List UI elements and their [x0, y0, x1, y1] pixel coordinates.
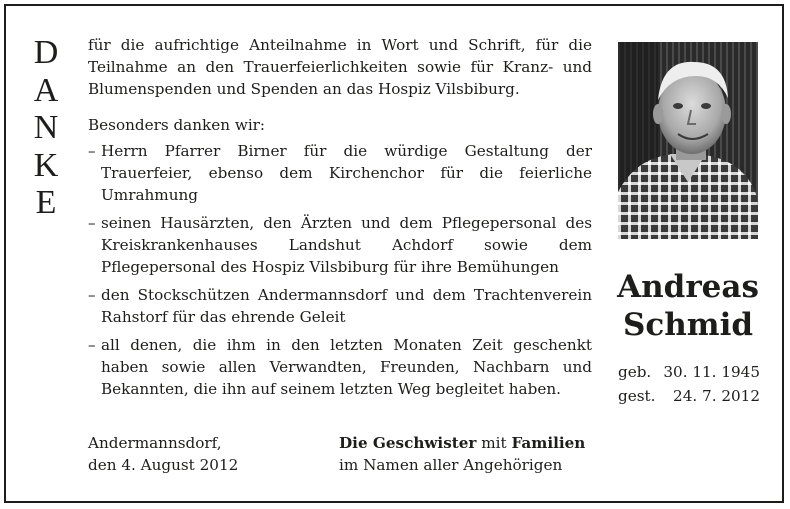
signature-siblings: Die Geschwister	[339, 434, 477, 452]
thanks-list	[88, 140, 592, 400]
deceased-name	[606, 268, 770, 344]
last-name: Schmid	[622, 307, 754, 343]
danke-letter: D	[33, 34, 59, 71]
signature-with: mit	[476, 434, 512, 452]
intro-paragraph: für die aufrichtige Anteilnahme in Wort und Schrift, für die Teilnahme an den Trauerfeierlichkeiten sowie für Kranz- und Blumenspenden und Spenden an das Hospiz Vilsbiburg.	[88, 36, 592, 98]
place-line: Andermannsdorf,	[88, 434, 222, 452]
death-date: 24. 7. 2012	[673, 387, 760, 405]
danke-letter: N	[33, 109, 59, 146]
date-line: den 4. August 2012	[88, 456, 239, 474]
portrait-photo	[618, 42, 758, 239]
portrait-illustration	[618, 42, 758, 239]
danke-letter: K	[33, 146, 59, 184]
birth-date: 30. 11. 1945	[663, 363, 760, 381]
signature-subline: im Namen aller Angehörigen	[339, 456, 563, 474]
danke-letter: A	[33, 71, 59, 109]
place-date-block	[88, 432, 308, 476]
birth-row	[618, 360, 760, 384]
signature-line	[339, 432, 599, 454]
death-label: gest.	[618, 387, 656, 405]
first-name: Andreas	[617, 269, 759, 305]
life-dates	[618, 360, 760, 408]
death-row	[618, 384, 760, 408]
birth-label: geb.	[618, 363, 652, 381]
signature-block	[339, 432, 599, 476]
danke-letter: E	[35, 184, 57, 221]
thanks-text	[88, 34, 592, 406]
thanks-item: – all denen, die ihm in den letzten Monaten Zeit geschenkt haben sowie allen Verwandten, Freunden, Nachbarn und Bekannten, die ihn auf seinem letzten Weg begleitet haben.	[88, 334, 592, 400]
thanks-item: – Herrn Pfarrer Birner für die würdige Gestaltung der Trauerfeier, ebenso dem Kirchenchor für die feierliche Umrahmung	[88, 140, 592, 206]
thanks-item: – den Stockschützen Andermannsdorf und dem Trachtenverein Rahstorf für das ehrende Geleit	[88, 284, 592, 328]
signature-families: Familien	[511, 434, 586, 452]
danke-vertical-title	[28, 36, 64, 224]
thanks-item: – seinen Hausärzten, den Ärzten und dem Pflegepersonal des Kreiskrankenhauses Landshut Achdorf sowie dem Pflegepersonal des Hospiz Vilsbiburg für ihre Bemühungen	[88, 212, 592, 278]
thanks-lead: Besonders danken wir:	[88, 116, 266, 134]
